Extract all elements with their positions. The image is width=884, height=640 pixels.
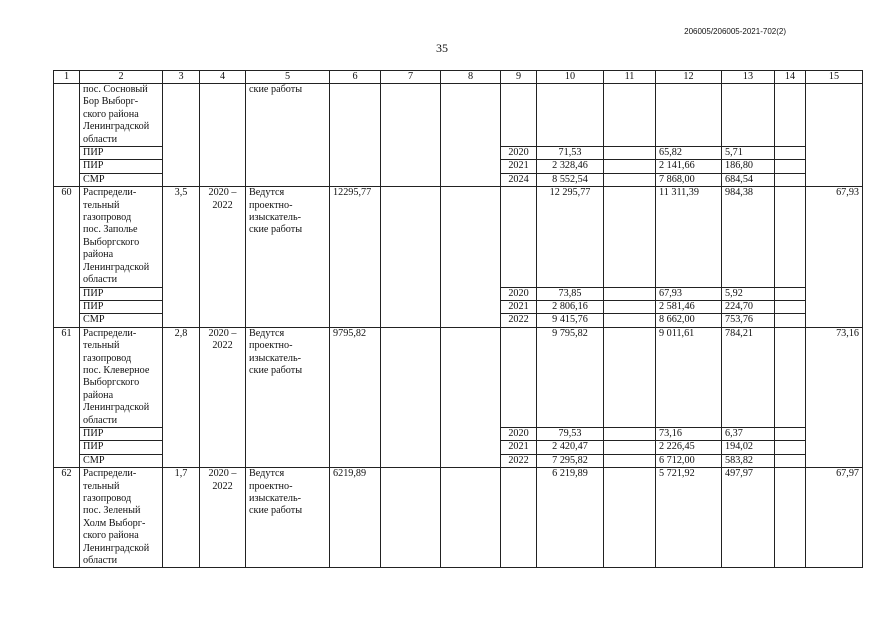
value-cell [604,147,656,160]
period: 2020 – 2022 [200,468,246,568]
share: 67,97 [806,468,863,568]
total: 9 795,82 [537,327,604,427]
work-type: ПИР [80,300,163,313]
regional: 753,76 [722,314,775,327]
year: 2022 [501,314,537,327]
total: 7 295,82 [537,454,604,467]
regional: 5,92 [722,287,775,300]
col-header: 14 [775,71,806,84]
object-name: Распредели- тельный газопровод пос. Зеленый Холм Выборг- ского района Ленинградской области [80,468,163,568]
page-number: 35 [436,41,448,55]
table-row [54,84,863,147]
share: 73,16 [806,327,863,467]
value-cell [604,300,656,313]
value-cell [775,300,806,313]
value-cell [604,287,656,300]
total: 9 415,76 [537,314,604,327]
value-cell [775,327,806,427]
value-cell [775,147,806,160]
year-cell [501,468,537,568]
work-type: СМР [80,314,163,327]
total: 12 295,77 [537,187,604,287]
year: 2020 [501,287,537,300]
value-cell [537,84,604,147]
length: 2,8 [163,327,200,467]
value-cell [775,187,806,287]
value-cell [604,468,656,568]
regional: 684,54 [722,173,775,186]
value-cell [656,84,722,147]
regional: 6,37 [722,427,775,440]
year: 2020 [501,427,537,440]
cost-cell [330,84,381,187]
regional: 5,71 [722,147,775,160]
period-cell [200,84,246,187]
period: 2020 – 2022 [200,327,246,467]
table-row [54,327,863,427]
total: 8 552,54 [537,173,604,186]
year-cell [501,84,537,147]
status-text: Ведутся проектно- изыскатель- ские работы [246,187,330,327]
col-header: 11 [604,71,656,84]
federal: 11 311,39 [656,187,722,287]
item-number: 60 [54,187,80,327]
regional: 583,82 [722,454,775,467]
empty-cell [441,327,501,467]
period: 2020 – 2022 [200,187,246,327]
total: 71,53 [537,147,604,160]
col-header: 5 [246,71,330,84]
value-cell [722,84,775,147]
item-number: 61 [54,327,80,467]
regional: 497,97 [722,468,775,568]
empty-cell [441,84,501,187]
col-header: 9 [501,71,537,84]
value-cell [775,427,806,440]
federal: 6 712,00 [656,454,722,467]
object-name: пос. Сосновый Бор Выборг- ского района Ленинградской области [80,84,163,147]
federal: 5 721,92 [656,468,722,568]
document-id: 206005/206005-2021-702(2) [684,27,786,36]
regional: 186,80 [722,160,775,173]
regional: 224,70 [722,300,775,313]
empty-cell [441,468,501,568]
value-cell [604,327,656,427]
year: 2021 [501,300,537,313]
federal: 2 141,66 [656,160,722,173]
work-type: ПИР [80,147,163,160]
length: 3,5 [163,187,200,327]
value-cell [604,454,656,467]
year: 2021 [501,441,537,454]
empty-cell [381,84,441,187]
value-cell [604,427,656,440]
total: 2 328,46 [537,160,604,173]
year: 2022 [501,454,537,467]
status-text: Ведутся проектно- изыскатель- ские работы [246,327,330,467]
empty-cell [381,327,441,467]
federal: 2 226,45 [656,441,722,454]
col-header: 2 [80,71,163,84]
total: 6 219,89 [537,468,604,568]
col-header: 10 [537,71,604,84]
value-cell [806,84,863,187]
regional: 194,02 [722,441,775,454]
value-cell [775,454,806,467]
col-header: 12 [656,71,722,84]
year: 2020 [501,147,537,160]
value-cell [775,314,806,327]
investment-table [53,70,863,568]
value-cell [604,173,656,186]
value-cell [604,187,656,287]
total: 73,85 [537,287,604,300]
year: 2021 [501,160,537,173]
col-header: 13 [722,71,775,84]
share: 67,93 [806,187,863,327]
col-header: 6 [330,71,381,84]
federal: 9 011,61 [656,327,722,427]
value-cell [604,441,656,454]
year-cell [501,187,537,287]
value-cell [775,287,806,300]
federal: 7 868,00 [656,173,722,186]
col-header: 1 [54,71,80,84]
total: 2 420,47 [537,441,604,454]
value-cell [604,160,656,173]
item-number [54,84,80,187]
status-text: ские работы [246,84,330,187]
year: 2024 [501,173,537,186]
value-cell [604,314,656,327]
work-type: СМР [80,173,163,186]
year-cell [501,327,537,427]
federal: 2 581,46 [656,300,722,313]
work-type: СМР [80,454,163,467]
col-header: 7 [381,71,441,84]
col-header: 4 [200,71,246,84]
header-row [54,71,863,84]
work-type: ПИР [80,427,163,440]
federal: 73,16 [656,427,722,440]
federal: 8 662,00 [656,314,722,327]
total: 79,53 [537,427,604,440]
work-type: ПИР [80,160,163,173]
total: 2 806,16 [537,300,604,313]
value-cell [775,441,806,454]
value-cell [775,173,806,186]
total-cost: 9795,82 [330,327,381,467]
status-text: Ведутся проектно- изыскатель- ские работы [246,468,330,568]
regional: 984,38 [722,187,775,287]
object-name: Распредели- тельный газопровод пос. Заполье Выборгского района Ленинградской области [80,187,163,287]
length-cell [163,84,200,187]
col-header: 15 [806,71,863,84]
length: 1,7 [163,468,200,568]
work-type: ПИР [80,287,163,300]
value-cell [775,160,806,173]
empty-cell [381,468,441,568]
empty-cell [441,187,501,327]
value-cell [775,84,806,147]
value-cell [775,468,806,568]
federal: 67,93 [656,287,722,300]
total-cost: 12295,77 [330,187,381,327]
total-cost: 6219,89 [330,468,381,568]
item-number: 62 [54,468,80,568]
col-header: 3 [163,71,200,84]
federal: 65,82 [656,147,722,160]
table-row [54,468,863,568]
regional: 784,21 [722,327,775,427]
empty-cell [381,187,441,327]
work-type: ПИР [80,441,163,454]
table-row [54,187,863,287]
col-header: 8 [441,71,501,84]
object-name: Распредели- тельный газопровод пос. Клеверное Выборгского района Ленинградской области [80,327,163,427]
value-cell [604,84,656,147]
